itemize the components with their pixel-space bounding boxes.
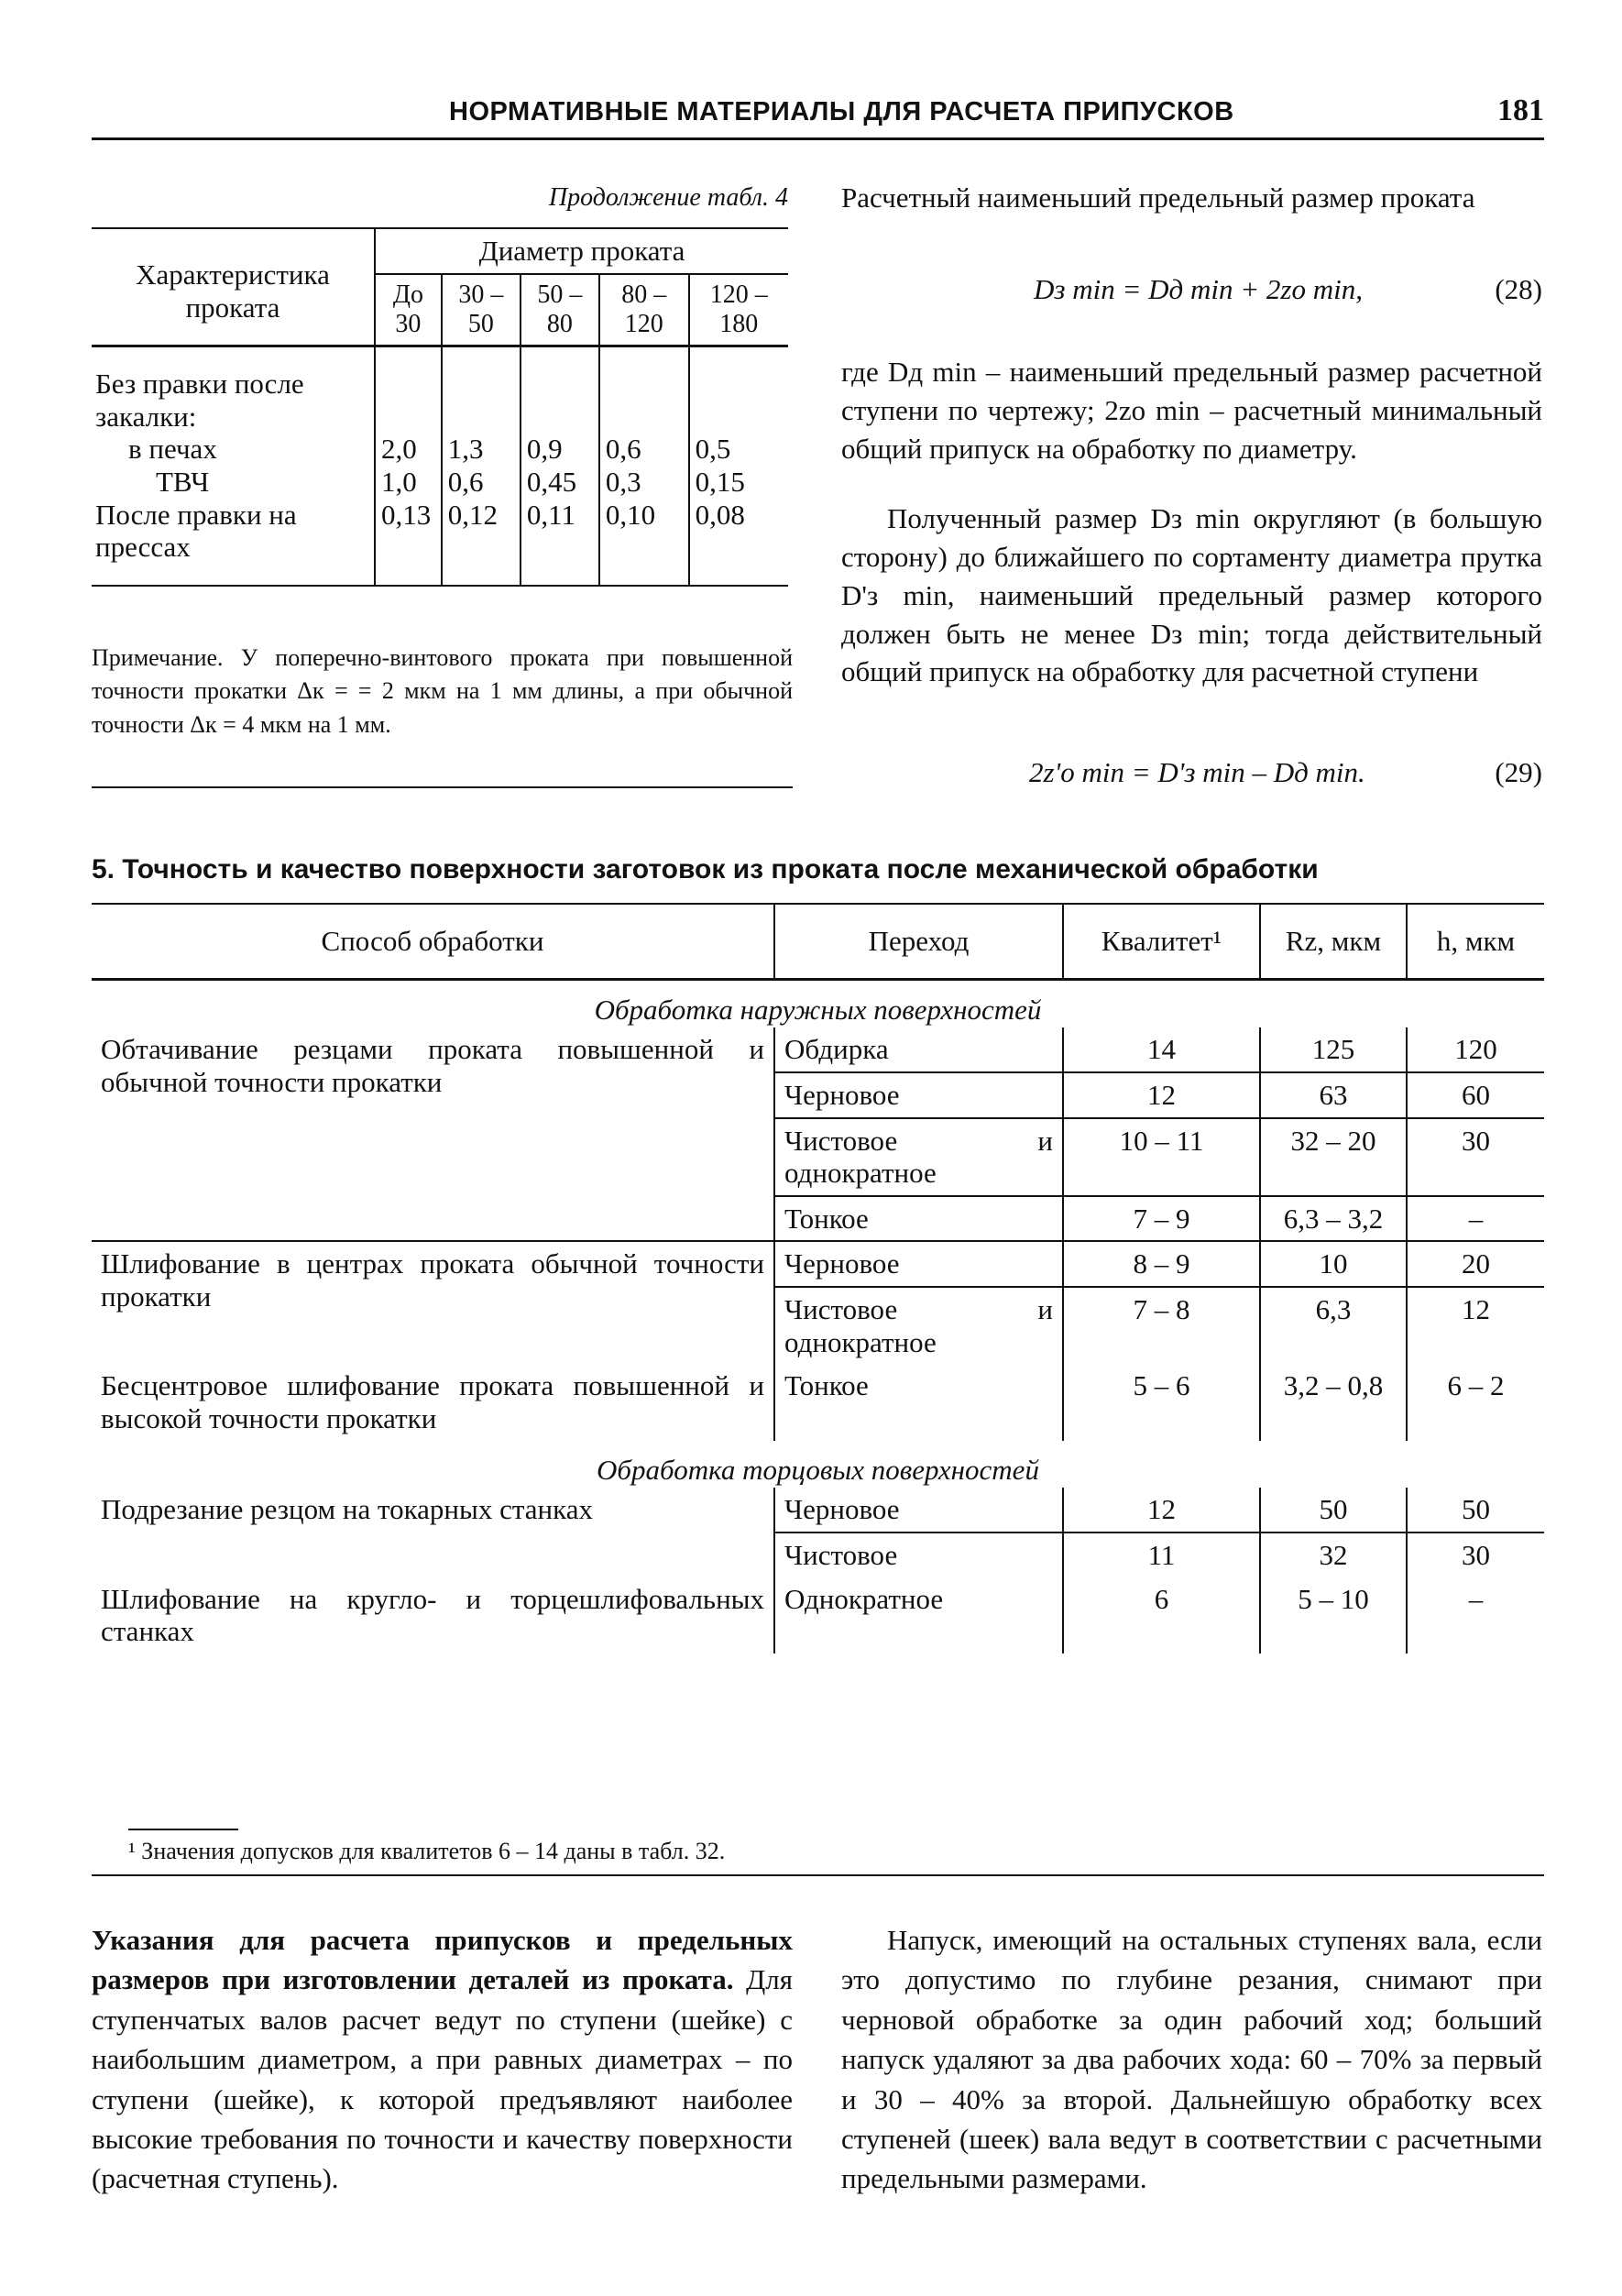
table5-method: Подрезание резцом на токарных станках — [101, 1493, 593, 1526]
table5-head-method: Способ обработки — [321, 925, 544, 957]
header-rule — [92, 137, 1544, 140]
table4-head-diameter: Диаметр проката — [375, 228, 788, 274]
table5-cell: Черновое — [774, 1488, 1063, 1532]
table5-head-h: h, мкм — [1407, 904, 1544, 979]
table5-cell: 120 — [1407, 1027, 1544, 1072]
table4-row — [92, 499, 788, 586]
table5-cell: 6 — [1063, 1577, 1260, 1653]
table5-cell: 5 – 6 — [1063, 1364, 1260, 1440]
table5-head-transition: Переход — [774, 904, 1063, 979]
table4-cell: 0,5 — [689, 433, 788, 466]
formula-29-number: (29) — [1495, 756, 1542, 788]
table5-cell: 6,3 — [1260, 1287, 1407, 1364]
table5-cell: 12 — [1407, 1287, 1544, 1364]
table4-row — [92, 466, 788, 499]
table5-cell: 10 — [1260, 1241, 1407, 1287]
table5-cell: 30 — [1407, 1532, 1544, 1577]
table5-cell: 30 — [1407, 1118, 1544, 1196]
footnote-rule-short — [128, 1829, 238, 1830]
bottom-right-paragraph: Напуск, имеющий на остальных ступенях вала, если это допустимо по глубине резания, снимают при черновой обработке за один рабочий ход; больший напуск удаляют за два рабочих хода: 60 – 70% за первый и 30 – 40% за второй. Дальнейшую обработку всех ступеней (шеек) вала ведут в соответствии с расчетными предельными размерами. — [841, 1924, 1542, 2195]
table5-cell: 63 — [1260, 1072, 1407, 1118]
formula-28-number: (28) — [1495, 273, 1542, 305]
table5-cell: Тонкое — [774, 1196, 1063, 1242]
table4-cell: 0,3 — [599, 466, 689, 499]
table4-col-4: 120 – 180 — [689, 274, 788, 346]
table5-method: Обтачивание резцами проката повышенной и обычной точности прокатки — [101, 1033, 764, 1098]
table5-cell: Чистовое и однократное — [774, 1287, 1063, 1364]
table4-caption: Продолжение табл. 4 — [548, 183, 788, 212]
table4-row — [92, 433, 788, 466]
table4-cell: 1,0 — [375, 466, 442, 499]
table4-row-label: ТВЧ — [156, 465, 210, 498]
table5-cell: 5 – 10 — [1260, 1577, 1407, 1653]
table5-cell: 32 — [1260, 1532, 1407, 1577]
table5-cell: 6,3 – 3,2 — [1260, 1196, 1407, 1242]
table5-cell: Черновое — [774, 1072, 1063, 1118]
table5-cell: – — [1407, 1196, 1544, 1242]
table4-col-3: 80 – 120 — [599, 274, 689, 346]
table5-method: Бесцентровое шлифование проката повышенной и высокой точности прокатки — [101, 1369, 764, 1435]
table5-section-outer: Обработка наружных поверхностей — [594, 993, 1042, 1026]
table4-cell: 0,6 — [442, 466, 521, 499]
table5-cell: Обдирка — [774, 1027, 1063, 1072]
table5-cell: 12 — [1063, 1072, 1260, 1118]
guidance-text: Для ступенчатых валов расчет ведут по ступени (шейке) с наибольшим диаметром, а при равных диаметрах – по ступени (шейке), к которой предъявляют наиболее высокие требования по точности и качеству поверхности (расчетная ступень). — [92, 1963, 794, 2195]
table4-cell: 0,08 — [689, 499, 788, 586]
table5-head-rz: Rz, мкм — [1260, 904, 1407, 979]
formula-28: Dз min = Dд min + 2zо min, — [1034, 273, 1363, 305]
right-paragraph-2: где Dд min – наименьший предельный размер расчетной ступени по чертежу; 2zо min – расчетный минимальный общий припуск на обработку по диаметру. — [841, 356, 1542, 465]
table4-row-label: в печах — [128, 433, 217, 466]
table5-footnote: ¹ Значения допусков для квалитетов 6 – 14 даны в табл. 32. — [128, 1838, 726, 1864]
table-row — [92, 1241, 1544, 1287]
table4-head-characteristic: Характеристика проката — [136, 258, 330, 324]
table4-row-label: После правки на прессах — [95, 498, 297, 564]
table4-cell: 0,12 — [442, 499, 521, 586]
table-row — [92, 1364, 1544, 1440]
table5-cell: 60 — [1407, 1072, 1544, 1118]
table4-row-label: Без правки после закалки: — [95, 368, 304, 433]
table5-cell: Чистовое — [774, 1532, 1063, 1577]
table5-cell: 11 — [1063, 1532, 1260, 1577]
table4-row — [92, 346, 788, 434]
table5-cell: 10 – 11 — [1063, 1118, 1260, 1196]
table5-cell: – — [1407, 1577, 1544, 1653]
table5-method: Шлифование на кругло- и торцешлифовальных станках — [101, 1582, 764, 1648]
table5-head-grade: Квалитет¹ — [1063, 904, 1260, 979]
table5-cell: Однократное — [774, 1577, 1063, 1653]
formula-29: 2z'о min = D'з min – Dд min. — [1029, 756, 1365, 788]
table4-note: Примечание. У поперечно-винтового проката при повышенной точности прокатки Δк = = 2 мкм на 1 мм длины, а при обычной точности Δк = 4 мкм на 1 мм. — [92, 644, 793, 738]
table5-cell: Чистовое и однократное — [774, 1118, 1063, 1196]
table5-cell: 3,2 – 0,8 — [1260, 1364, 1407, 1440]
table5-title: 5. Точность и качество поверхности заготовок из проката после механической обработки — [92, 854, 1319, 884]
table4-cell: 0,45 — [521, 466, 599, 499]
table5-cell: Черновое — [774, 1241, 1063, 1287]
guidance-heading: Указания для расчета припусков и предельных размеров при изготовлении деталей из проката. — [92, 1924, 793, 1996]
table4-cell: 2,0 — [375, 433, 442, 466]
table5-cell: 125 — [1260, 1027, 1407, 1072]
table4-cell: 0,9 — [521, 433, 599, 466]
right-paragraph-3: Полученный размер Dз min округляют (в большую сторону) до ближайшего по сортаменту диаметра прутка D'з min, наименьший предельный размер которого должен быть не менее Dз min; тогда действительный общий припуск на обработку для расчетной ступени — [841, 502, 1542, 688]
table-row — [92, 1577, 1544, 1653]
table4-cell: 1,3 — [442, 433, 521, 466]
table5-bottom-rule — [92, 1874, 1544, 1876]
page-number: 181 — [1497, 93, 1544, 127]
table4-cell: 0,13 — [375, 499, 442, 586]
table5-cell: 7 – 9 — [1063, 1196, 1260, 1242]
table5-section-face: Обработка торцовых поверхностей — [597, 1453, 1039, 1486]
table4-col-0: До 30 — [375, 274, 442, 346]
table5-cell: 7 – 8 — [1063, 1287, 1260, 1364]
table5-cell: 32 – 20 — [1260, 1118, 1407, 1196]
table-row — [92, 1027, 1544, 1072]
table-row — [92, 1488, 1544, 1532]
table5-cell: 8 – 9 — [1063, 1241, 1260, 1287]
page-header — [92, 92, 1544, 137]
table5-method: Шлифование в центрах проката обычной точности прокатки — [92, 1241, 774, 1364]
table5 — [92, 903, 1544, 1653]
table4 — [92, 227, 788, 587]
table5-cell: 20 — [1407, 1241, 1544, 1287]
bottom-left-paragraph — [92, 1920, 793, 2199]
table5-cell: 12 — [1063, 1488, 1260, 1532]
table5-cell: 50 — [1407, 1488, 1544, 1532]
table4-cell: 0,15 — [689, 466, 788, 499]
table4-cell: 0,10 — [599, 499, 689, 586]
table4-cell: 0,6 — [599, 433, 689, 466]
table5-cell: 14 — [1063, 1027, 1260, 1072]
running-title: НОРМАТИВНЫЕ МАТЕРИАЛЫ ДЛЯ РАСЧЕТА ПРИПУСКОВ — [449, 97, 1234, 126]
table5-cell: 50 — [1260, 1488, 1407, 1532]
table4-col-2: 50 – 80 — [521, 274, 599, 346]
table4-bottom-rule — [92, 786, 793, 788]
table4-cell: 0,11 — [521, 499, 599, 586]
table5-cell: 6 – 2 — [1407, 1364, 1544, 1440]
table4-col-1: 30 – 50 — [442, 274, 521, 346]
table5-cell: Тонкое — [774, 1364, 1063, 1440]
right-paragraph-1: Расчетный наименьший предельный размер проката — [841, 181, 1475, 214]
